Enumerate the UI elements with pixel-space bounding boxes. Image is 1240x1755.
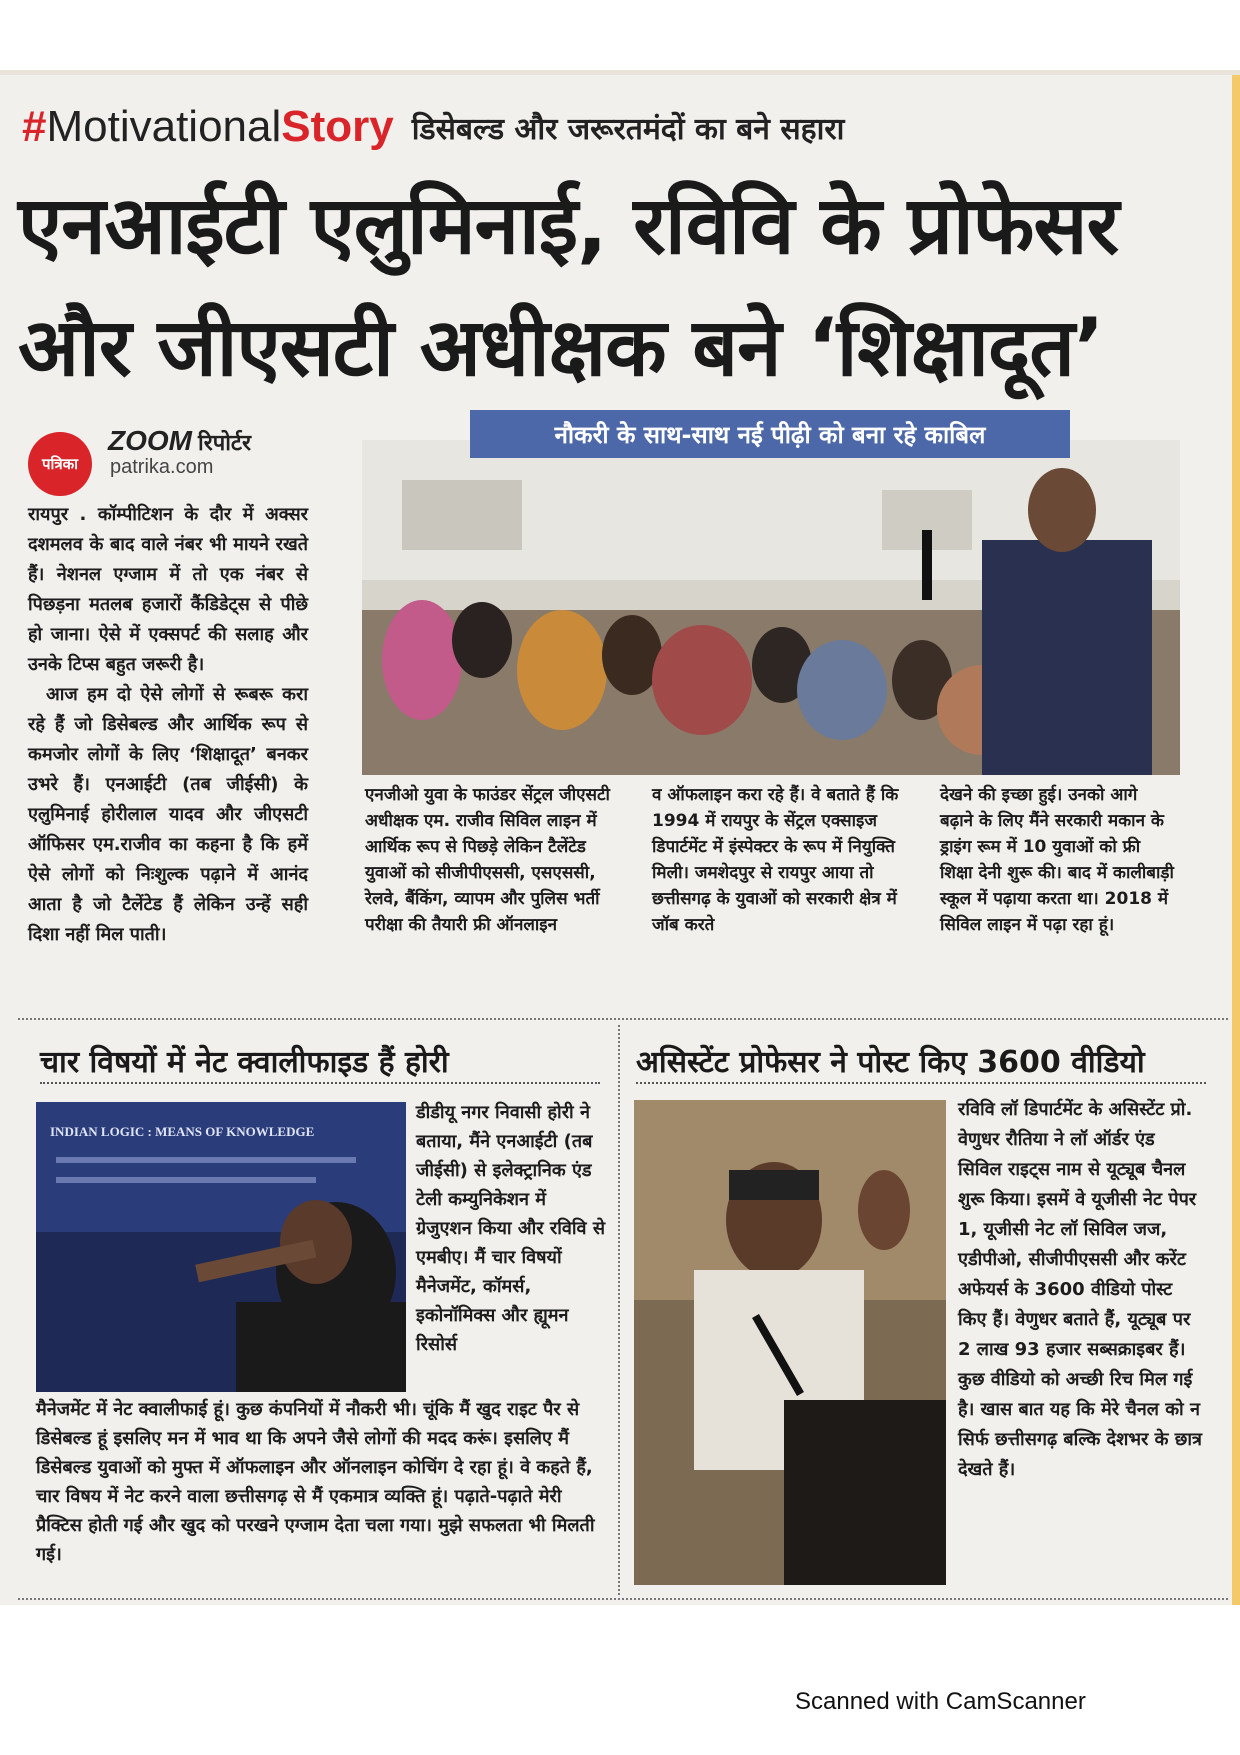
- hori-lead: डीडीयू: [416, 1102, 456, 1123]
- headline-line-1: एनआईटी एलुमिनाई, रविवि के प्रोफेसर: [18, 179, 1119, 272]
- classroom-photo-graphic: [362, 440, 1180, 775]
- hori-body: मैनेजमेंट में नेट क्वालीफाई हूं। कुछ कंपनियों में नौकरी भी। चूंकि मैं खुद राइट पैर से डिसेबल्ड हूं इसलिए मन में भाव था कि अपने जैसे लोगों की मदद करूं। इसलिए मैं डिसेबल्ड युवाओं को मुफ्त में ऑफलाइन और ऑनलाइन कोचिंग दे रहा हूं। वे कहते हैं, चार विषय में नेट करने वाला छत्तीसगढ़ से मैं एकमात्र व्यक्ति हूं। पढ़ाते-पढ़ाते मेरी प्रैक्टिस होती गई और खुद को परखने एग्जाम देता चला गया। मुझे सफलता भी मिलती गई।: [36, 1399, 595, 1565]
- intro-column: [28, 500, 308, 950]
- site-url: patrika.com: [110, 456, 214, 478]
- reporter-label: रिपोर्टर: [198, 430, 251, 455]
- rajeev-column-1: [365, 782, 610, 938]
- classroom-photo: [362, 440, 1180, 775]
- venudhar-column: [958, 1095, 1203, 1485]
- scan-right-edge: [1232, 75, 1240, 1605]
- rajeev-column-2: व ऑफलाइन करा रहे हैं। वे बताते हैं कि 1994 में रायपुर के सेंट्रल एक्साइज डिपार्टमेंट में इंस्पेक्टर के रूप में नियुक्ति मिली। जमशेदपुर से रायपुर आया तो छत्तीसगढ़ के युवाओं को सरकारी क्षेत्र में जॉब करते: [652, 785, 899, 935]
- hori-section-title: चार विषयों में नेट क्वालीफाइड हैं होरी: [40, 1045, 449, 1080]
- kicker-motivational: Motivational: [46, 102, 282, 151]
- hori-side-column: [416, 1098, 606, 1359]
- hori-lecture-photo: [36, 1102, 406, 1392]
- professor-photo-graphic: [634, 1100, 946, 1585]
- rajeev-text-1: के फाउंडर सेंट्रल जीएसटी अधीक्षक एम. राजीव सिविल लाइन में आर्थिक रूप से पिछड़े लेकिन टैलेंटेड युवाओं को सीजीपीएससी, एसएससी, रेलवे, बैंकिंग, व्यापम और पुलिस भर्ती परीक्षा की तैयारी फ्री ऑनलाइन: [365, 785, 610, 935]
- rajeev-lead: एनजीओ युवा: [365, 785, 448, 805]
- bottom-divider: [18, 1598, 1228, 1600]
- zoom-reporter-credit: [108, 425, 251, 457]
- kicker-story: Story: [281, 102, 394, 151]
- hori-side-text: नगर निवासी होरी ने बताया, मैंने एनआईटी (तब जीईसी) से इलेक्ट्रानिक एंड टेली कम्युनिकेशन में ग्रेजुएशन किया और रविवि से एमबीए। मैं चार विषयों मैनेजमेंट, कॉमर्स, इकोनॉमिक्स और ह्यूमन रिसोर्स: [416, 1102, 605, 1355]
- rajeev-column-3: देखने की इच्छा हुई। उनको आगे बढ़ाने के लिए मैंने सरकारी मकान के ड्राइंग रूम में 10 युवाओं को फ्री शिक्षा देनी शुरू की। बाद में कालीबाड़ी स्कूल में पढ़ाया करता था। 2018 में सिविल लाइन में पढ़ा रहा हूं।: [940, 785, 1174, 935]
- venudhar-title-rule: [636, 1082, 1206, 1084]
- patrika-logo-badge: पत्रिका: [28, 432, 92, 496]
- photo-banner: नौकरी के साथ-साथ नई पीढ़ी को बना रहे काबिल: [470, 410, 1070, 458]
- professor-photo: [634, 1100, 946, 1585]
- venudhar-section-title: असिस्टेंट प्रोफेसर ने पोस्ट किए 3600 वीडियो: [636, 1045, 1145, 1080]
- camscanner-watermark: Scanned with CamScanner: [795, 1688, 1086, 1715]
- hori-lecture-graphic: [36, 1102, 406, 1392]
- hashtag-symbol: #: [22, 102, 47, 151]
- intro-paragraph-2: आज हम दो ऐसे लोगों से रूबरू करा रहे हैं जो डिसेबल्ड और आर्थिक रूप से कमजोर लोगों के लिए ‘शिक्षादूत’ बनकर उभरे हैं। एनआईटी (तब जीईसी) के एलुमिनाई होरीलाल यादव और जीएसटी ऑफिसर एम.राजीव का कहना है कि हमें ऐसे लोगों को निःशुल्क पढ़ाने में आनंद आता है जो टैलेंटेड हैं लेकिन उन्हें सही दिशा नहीं मिल पाती।: [28, 684, 308, 945]
- intro-paragraph-1: रायपुर . कॉम्पीटिशन के दौर में अक्सर दशमलव के बाद वाले नंबर भी मायने रखते हैं। नेशनल एग्जाम में तो एक नंबर से पिछड़ना मतलब हजारों कैंडिडेट्स से पीछे हो जाना। ऐसे में एक्सपर्ट की सलाह और उनके टिप्स बहुत जरूरी है।: [28, 504, 308, 675]
- headline-line-2: और जीएसटी अधीक्षक बने ‘शिक्षादूत’: [18, 301, 1104, 394]
- venudhar-text: डिपार्टमेंट के असिस्टेंट प्रो. वेणुधर रौतिया ने लॉ ऑर्डर एंड सिविल राइट्स नाम से यूट्यूब चैनल शुरू किया। इसमें वे यूजीसी नेट पेपर 1, यूजीसी नेट लॉ सिविल जज, एडीपीओ, सीजीपीएससी और करेंट अफेयर्स के 3600 वीडियो पोस्ट किए हैं। वेणुधर बताते हैं, यूट्यूब पर 2 लाख 93 हजार सब्सक्राइबर हैं। कुछ वीडियो को अच्छी रिच मिल गई है। खास बात यह कि मेरे चैनल को न सिर्फ छत्तीसगढ़ बल्कि देशभर के छात्र देखते हैं।: [958, 1099, 1202, 1480]
- kicker-subtitle: डिसेबल्ड और जरूरतमंदों का बने सहारा: [411, 112, 845, 147]
- section-kicker: [22, 92, 844, 152]
- slide-heading: INDIAN LOGIC : MEANS OF KNOWLEDGE: [50, 1124, 315, 1139]
- zoom-logo-text: ZOOM: [108, 425, 192, 456]
- section-divider: [18, 1018, 1228, 1020]
- hori-title-rule: [40, 1082, 600, 1084]
- venudhar-lead: रविवि लॉ: [958, 1099, 1018, 1120]
- column-divider: [618, 1025, 620, 1595]
